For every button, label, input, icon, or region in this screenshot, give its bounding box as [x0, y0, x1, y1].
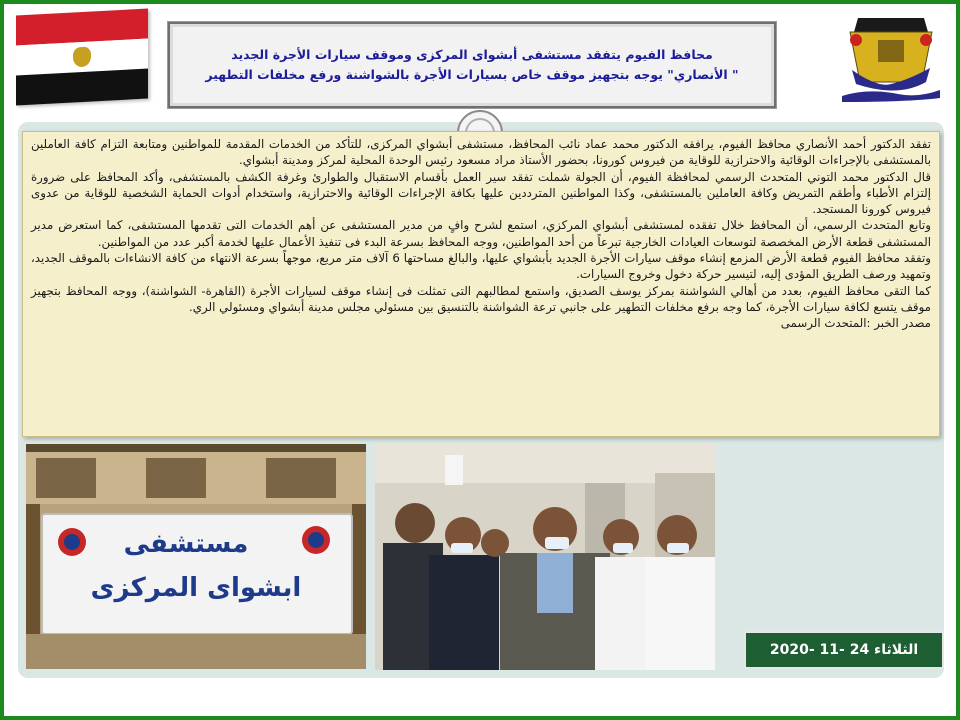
hospital-sign-photo [26, 444, 366, 669]
date-badge [744, 631, 944, 669]
headline-line-1: محافظ الفيوم يتفقد مستشفى أبشواى المركزى وموقف سيارات الأجرة الجديد [231, 47, 713, 62]
hospital-sign-line-2: ابشواى المركزى [90, 573, 302, 603]
headline-line-2: " الأنصاري" يوجه بتجهيز موقف خاص بسيارات الأجرة بالشواشنة ورفع مخلفات التطهير [205, 67, 739, 82]
egypt-flag-icon [16, 9, 148, 106]
article-paragraph: كما التقى محافظ الفيوم، بعدد من أهالي الشواشنة بمركز يوسف الصديق، واستمع لمطالبهم التى تمثلت فى إنشاء موقف لسيارات الأجرة (القاهرة- الشواشنة)، ووجه المحافظ بتجهيز موقف يتسع لكافة سيارات الأجرة، كما وجه برفع مخلفات التطهير على جانبي ترعة الشواشنة بالتنسيق بين مسئولي مجلس مدينة أبشواي ومسئولي الري. [31, 283, 931, 314]
article-paragraph: وتفقد محافظ الفيوم قطعة الأرض المزمع إنشاء موقف سيارات الأجرة الجديد بأبشواي عليها، والبالغ مساحتها 6 آلاف متر مربع، موجهاً بسرعة الانتهاء من كافة الانشاءات بالموقف الجديد، وتمهيد ورصف الطريق المؤدى إليه، لتيسير حركة دخول وخروج السيارات. [31, 251, 931, 282]
headline-box [168, 22, 776, 108]
article-paragraph: قال الدكتور محمد التوني المتحدث الرسمي لمحافظة الفيوم، أن الجولة شملت تفقد سير العمل بأقسام الاستقبال والطوارئ وغرفة الكشف بالمستشفى، وأكد المحافظ على ضرورة إلتزام الأطباء وأطقم التمريض وكافة العاملين بالمستشفى، وكذا المواطنين المترددين عليها بكافة الإجراءات الوقائية والاحترازية، واستخدام أدوات الحماية الشخصية للوقاية من عدوى فيروس كورونا المستجد. [31, 169, 931, 217]
article-body [22, 131, 940, 437]
governor-visit-photo [375, 443, 715, 670]
article-paragraph: تفقد الدكتور أحمد الأنصاري محافظ الفيوم، يرافقه الدكتور محمد عماد نائب المحافظ، مستشفى أبشواي المركزى، للتأكد من الخدمات المقدمة للمواطنين ومتابعة التزام كافة العاملين بالمستشفى بالإجراءات الوقائية والاحترازية للوقاية من فيروس كورونا، بحضور الأستاذ مراد مسعود رئيس الوحدة المحلية لمركز ومدينة أبشواي. [31, 137, 931, 168]
article-source: مصدر الخبر :المتحدث الرسمى [780, 316, 931, 331]
hospital-sign-line-1: مستشفى [123, 529, 249, 559]
article-paragraph: وتابع المتحدث الرسمي، أن المحافظ خلال تفقده لمستشفى أبشواي المركزي، استمع لشرح وافٍ من مدير المستشفى عن أهم الخدمات التى تقدمها المستشفى، كما استعرض مدير المستشفى قطعة الأرض المخصصة لتوسعات العيادات الخارجية تبرعاً من أحد المواطنين، ووجه المحافظ بسرعة البدء فى تنفيذ الأعمال عليها لخدمة أكبر عدد من المواطنين. [31, 218, 931, 249]
fayoum-governorate-logo [838, 10, 944, 102]
date-text: الثلاثاء 24 -11 -2020 [769, 642, 919, 658]
